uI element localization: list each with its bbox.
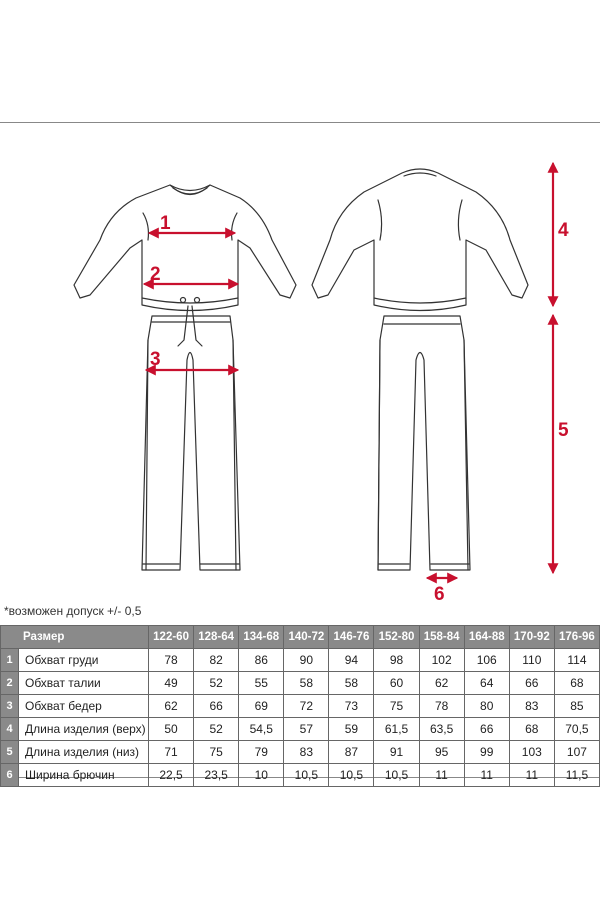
measure-label-2: 2: [150, 264, 161, 285]
table-cell: 86: [239, 649, 284, 672]
table-cell: 83: [509, 695, 554, 718]
row-label: Обхват бедер: [19, 695, 149, 718]
table-cell: 106: [464, 649, 509, 672]
size-column-header: 164-88: [464, 626, 509, 649]
table-row: [1, 718, 600, 741]
table-cell: 73: [329, 695, 374, 718]
row-number: 5: [1, 741, 19, 764]
table-row: [1, 672, 600, 695]
table-cell: 94: [329, 649, 374, 672]
row-number: 1: [1, 649, 19, 672]
table-cell: 10: [239, 764, 284, 787]
table-cell: 71: [149, 741, 194, 764]
measure-label-4: 4: [558, 220, 569, 241]
table-cell: 78: [149, 649, 194, 672]
table-cell: 63,5: [419, 718, 464, 741]
table-row: [1, 649, 600, 672]
table-row: [1, 764, 600, 787]
table-cell: 91: [374, 741, 419, 764]
table-cell: 90: [284, 649, 329, 672]
table-cell: 70,5: [554, 718, 599, 741]
back-pants: [378, 316, 470, 570]
row-label: Длина изделия (низ): [19, 741, 149, 764]
table-cell: 50: [149, 718, 194, 741]
table-cell: 69: [239, 695, 284, 718]
row-label: Ширина брючин: [19, 764, 149, 787]
table-cell: 83: [284, 741, 329, 764]
table-cell: 23,5: [194, 764, 239, 787]
table-cell: 80: [464, 695, 509, 718]
table-cell: 52: [194, 672, 239, 695]
table-cell: 68: [554, 672, 599, 695]
table-cell: 87: [329, 741, 374, 764]
row-label: Длина изделия (верх): [19, 718, 149, 741]
size-column-header: 176-96: [554, 626, 599, 649]
table-cell: 85: [554, 695, 599, 718]
table-cell: 66: [509, 672, 554, 695]
row-label: Обхват груди: [19, 649, 149, 672]
table-cell: 75: [194, 741, 239, 764]
table-cell: 22,5: [149, 764, 194, 787]
table-cell: 114: [554, 649, 599, 672]
size-header-row: [1, 626, 600, 649]
table-cell: 107: [554, 741, 599, 764]
table-cell: 103: [509, 741, 554, 764]
table-cell: 95: [419, 741, 464, 764]
table-cell: 49: [149, 672, 194, 695]
table-cell: 66: [464, 718, 509, 741]
table-cell: 61,5: [374, 718, 419, 741]
table-cell: 58: [284, 672, 329, 695]
table-cell: 55: [239, 672, 284, 695]
table-row: [1, 695, 600, 718]
table-cell: 11,5: [554, 764, 599, 787]
table-cell: 102: [419, 649, 464, 672]
table-cell: 10,5: [284, 764, 329, 787]
table-cell: 59: [329, 718, 374, 741]
size-column-header: 146-76: [329, 626, 374, 649]
table-cell: 52: [194, 718, 239, 741]
table-cell: 11: [419, 764, 464, 787]
row-number: 2: [1, 672, 19, 695]
table-cell: 10,5: [329, 764, 374, 787]
size-column-header: 134-68: [239, 626, 284, 649]
measurement-arrows: [145, 164, 553, 578]
size-column-header: 128-64: [194, 626, 239, 649]
table-cell: 75: [374, 695, 419, 718]
table-cell: 66: [194, 695, 239, 718]
table-cell: 79: [239, 741, 284, 764]
table-cell: 11: [464, 764, 509, 787]
table-cell: 78: [419, 695, 464, 718]
measure-label-5: 5: [558, 420, 569, 441]
row-label: Обхват талии: [19, 672, 149, 695]
table-cell: 60: [374, 672, 419, 695]
size-column-header: 140-72: [284, 626, 329, 649]
table-cell: 57: [284, 718, 329, 741]
size-table-body: [1, 649, 600, 787]
table-cell: 11: [509, 764, 554, 787]
table-cell: 68: [509, 718, 554, 741]
table-cell: 58: [329, 672, 374, 695]
size-column-header: 158-84: [419, 626, 464, 649]
row-number: 3: [1, 695, 19, 718]
table-row: [1, 741, 600, 764]
table-cell: 98: [374, 649, 419, 672]
row-number: 4: [1, 718, 19, 741]
table-cell: 62: [149, 695, 194, 718]
size-header-label: Размер: [1, 626, 149, 649]
table-cell: 54,5: [239, 718, 284, 741]
size-column-header: 170-92: [509, 626, 554, 649]
table-cell: 82: [194, 649, 239, 672]
table-cell: 10,5: [374, 764, 419, 787]
row-number: 6: [1, 764, 19, 787]
measure-label-1: 1: [160, 213, 171, 234]
table-cell: 72: [284, 695, 329, 718]
table-cell: 110: [509, 649, 554, 672]
measure-label-6: 6: [434, 584, 445, 602]
garment-diagram: [0, 122, 600, 602]
back-sweatshirt: [312, 169, 528, 311]
table-cell: 99: [464, 741, 509, 764]
table-cell: 64: [464, 672, 509, 695]
measure-label-3: 3: [150, 349, 161, 370]
size-column-header: 122-60: [149, 626, 194, 649]
tolerance-note: *возможен допуск +/- 0,5: [4, 604, 142, 618]
size-chart-table: [0, 625, 600, 787]
table-cell: 62: [419, 672, 464, 695]
size-column-header: 152-80: [374, 626, 419, 649]
